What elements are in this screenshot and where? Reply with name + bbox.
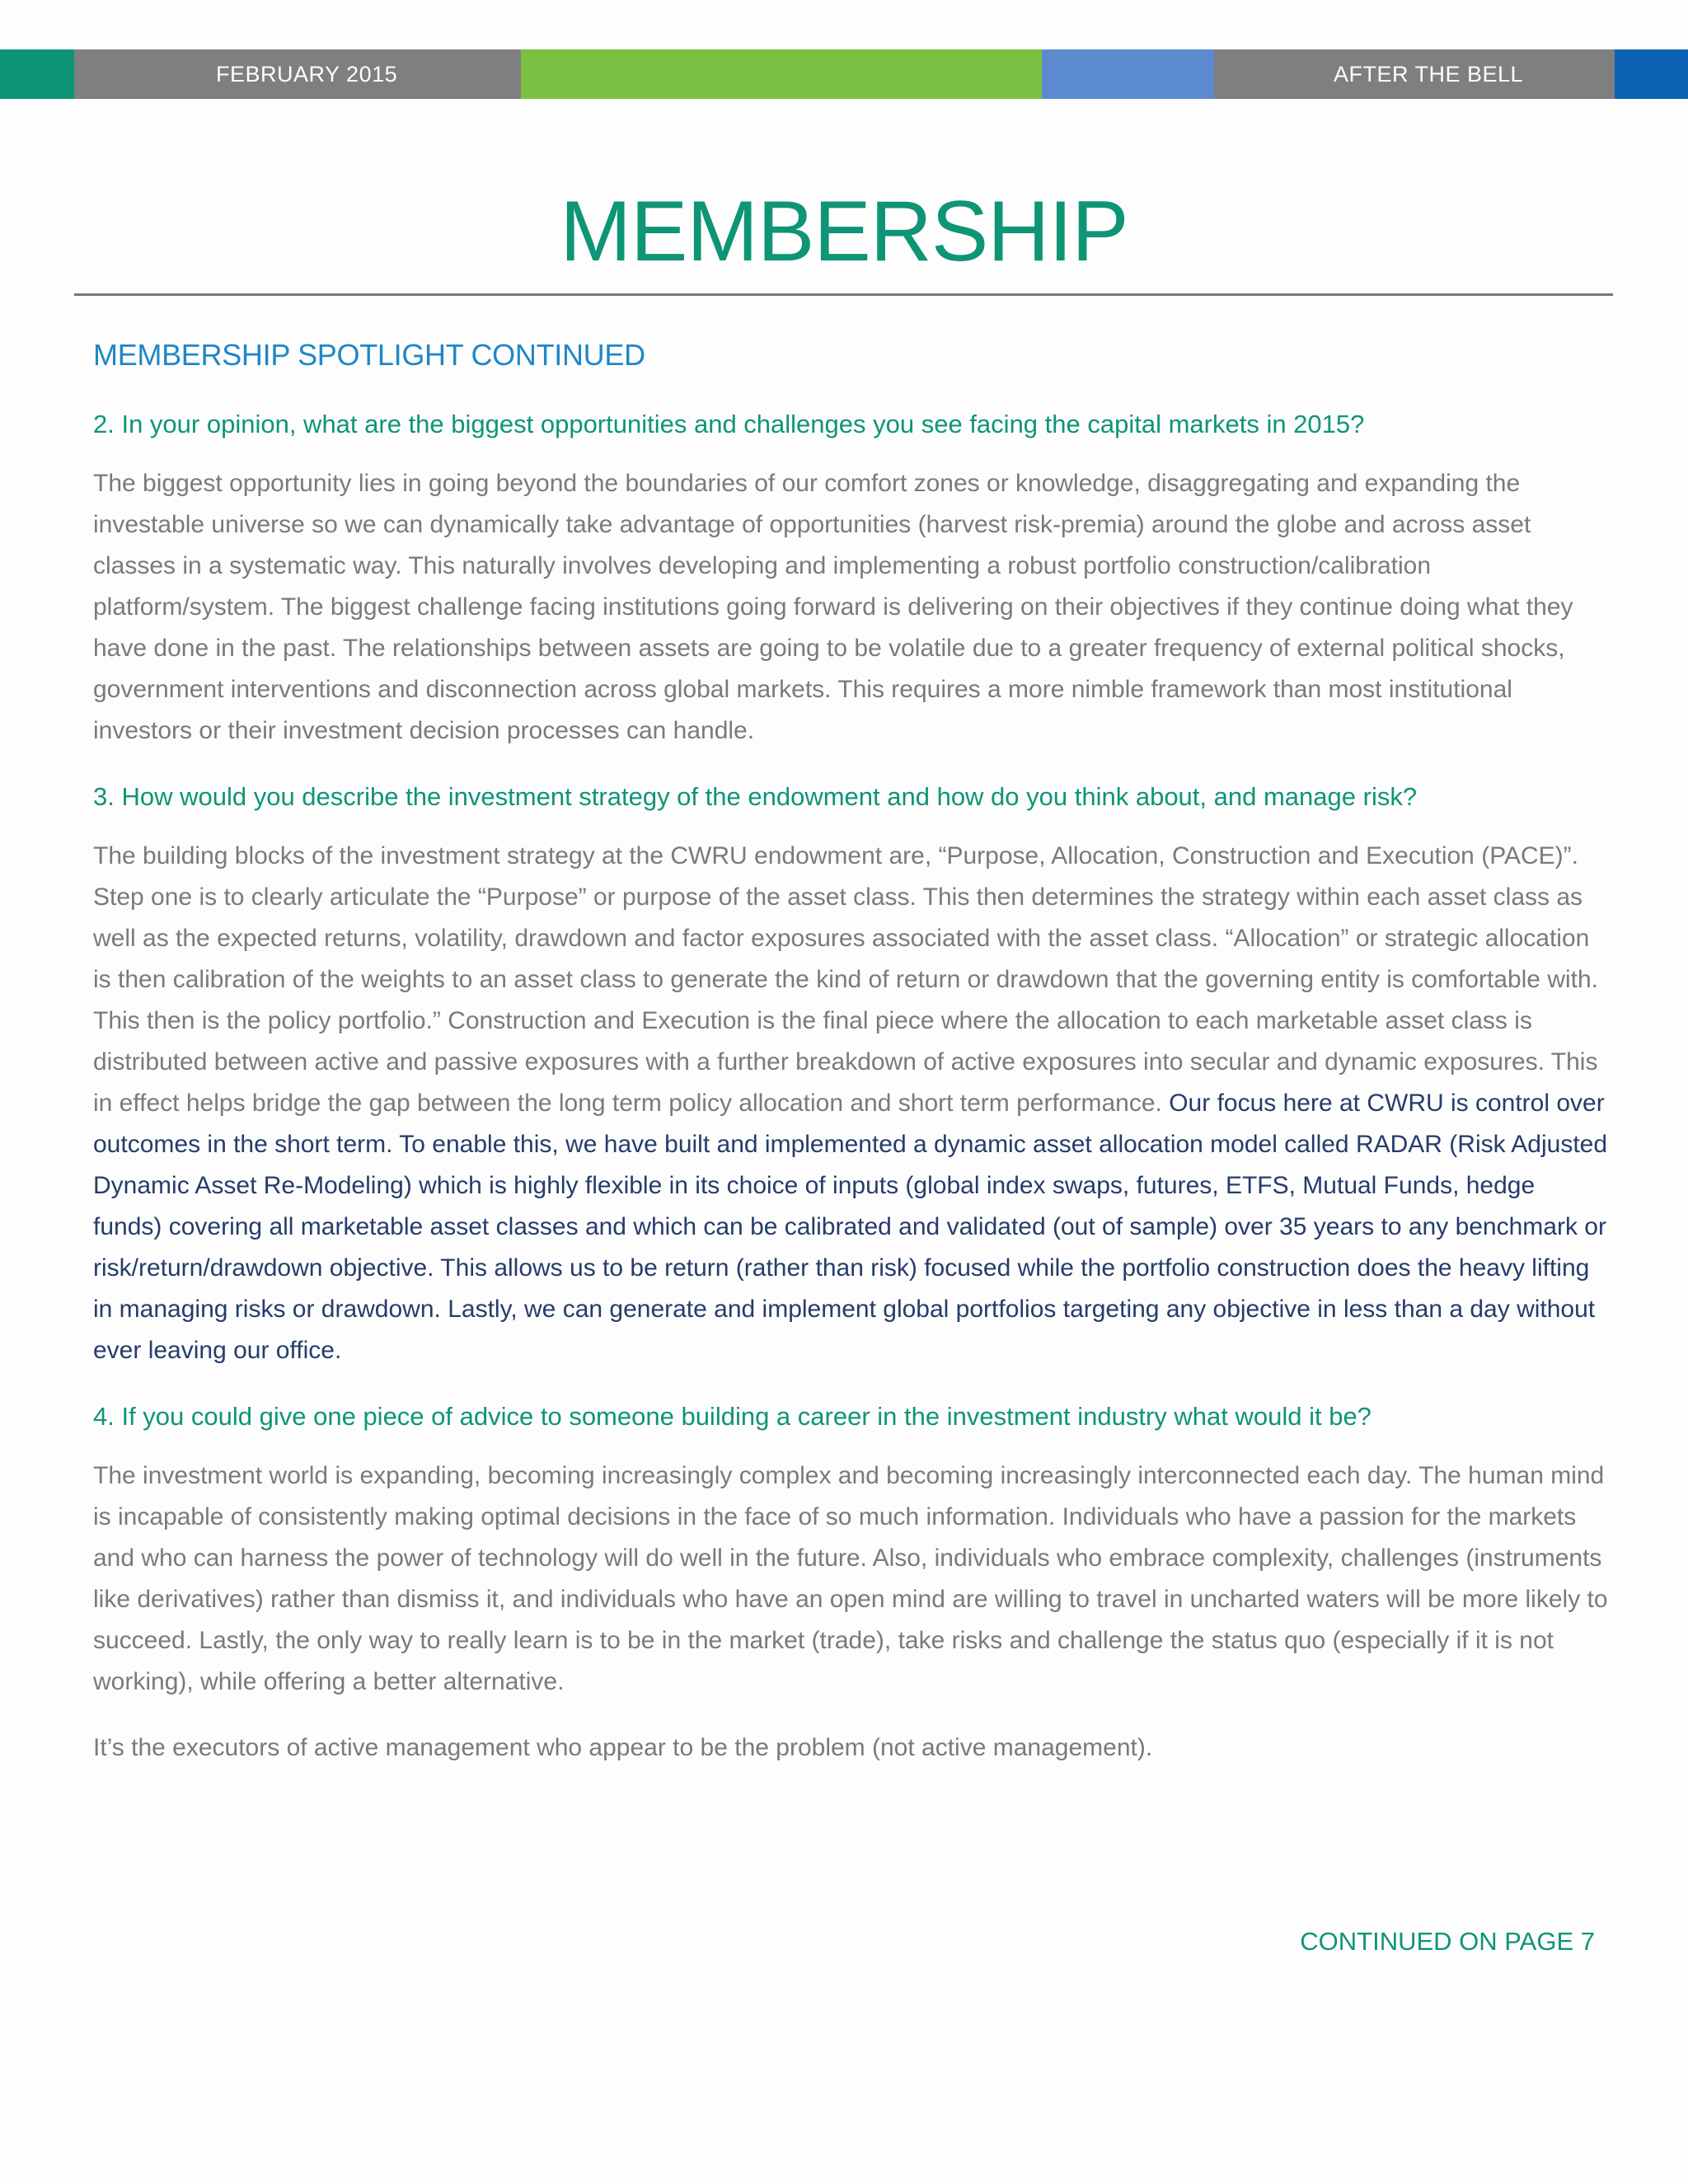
answer-3 [93,836,1610,1371]
header-publication: AFTER THE BELL [1334,62,1524,87]
header-segment-teal [0,49,74,99]
answer-3-highlight: Our focus here at CWRU is control over outcomes in the short term. To enable this, we have built and implemented a dynamic asset allocation model called RADAR (Risk Adjusted Dynamic Asset Re-Modeling) which is highly flexible in its choice of inputs (global index swaps, futures, ETFS, Mutual Funds, hedge funds) covering all marketable asset classes and which can be calibrated and validated (out of sample) over 35 years to any benchmark or risk/return/drawdown objective. This allows us to be return (rather than risk) focused while the portfolio construction does the heavy lifting in managing risks or drawdown. Lastly, we can generate and implement global portfolios targeting any objective in less than a day without ever leaving our office. [93,1090,1608,1364]
question-4: 4. If you could give one piece of advice to someone building a career in the investment industry what would it be? [93,1402,1372,1431]
question-2: 2. In your opinion, what are the biggest opportunities and challenges you see facing the capital markets in 2015? [93,410,1365,438]
section-title: MEMBERSHIP SPOTLIGHT CONTINUED [93,338,645,372]
page-title: MEMBERSHIP [560,184,1128,279]
closing-statement: It’s the executors of active management who appear to be the problem (not active management). [93,1734,1153,1761]
header-date: FEBRUARY 2015 [216,62,398,87]
answer-2: The biggest opportunity lies in going beyond the boundaries of our comfort zones or knowledge, disaggregating and expanding the investable universe so we can dynamically take advantage of opportunities (harvest risk-premia) around the globe and across asset classes in a systematic way. This naturally involves developing and implementing a robust portfolio construction/calibration platform/system. The biggest challenge facing institutions going forward is delivering on their objectives if they continue doing what they have done in the past. The relationships between assets are going to be volatile due to a greater frequency of external political shocks, government interventions and disconnection across global markets. This requires a more nimble framework than most institutional investors or their investment decision processes can handle. [93,470,1573,744]
question-3: 3. How would you describe the investment strategy of the endowment and how do you think about, and manage risk? [93,782,1418,811]
answer-4: The investment world is expanding, becoming increasingly complex and becoming increasingly interconnected each day. The human mind is incapable of consistently making optimal decisions in the face of so much information. Individuals who have a passion for the markets and who can harness the power of technology will do well in the future. Also, individuals who embrace complexity, challenges (instruments like derivatives) rather than dismiss it, and individuals who have an open mind are willing to travel in uncharted waters will be more likely to succeed. Lastly, the only way to really learn is to be in the market (trade), take risks and challenge the status quo (especially if it is not working), while offering a better alternative. [93,1462,1608,1695]
title-divider [74,293,1613,296]
header-bar [0,49,1688,99]
header-segment-blue [1615,49,1688,99]
header-segment-green [521,49,1042,99]
answer-3-text: The building blocks of the investment strategy at the CWRU endowment are, “Purpose, Allocation, Construction and Execution (PACE)”. Step one is to clearly articulate the “Purpose” or purpose of the asset class. This then determines the strategy within each asset class as well as the expected returns, volatility, drawdown and factor exposures associated with the asset class. “Allocation” or strategic allocation is then calibration of the weights to an asset class to generate the kind of return or drawdown that the governing entity is comfortable with. This then is the policy portfolio.” Construction and Execution is the final piece where the allocation to each marketable asset class is distributed between active and passive exposures with a further breakdown of active exposures into secular and dynamic exposures. This in effect helps bridge the gap between the long term policy allocation and short term performance. [93,842,1599,1117]
header-segment-light-blue [1042,49,1214,99]
continued-on-page-link[interactable]: CONTINUED ON PAGE 7 [1300,1927,1595,1956]
article-body [93,338,1610,1793]
